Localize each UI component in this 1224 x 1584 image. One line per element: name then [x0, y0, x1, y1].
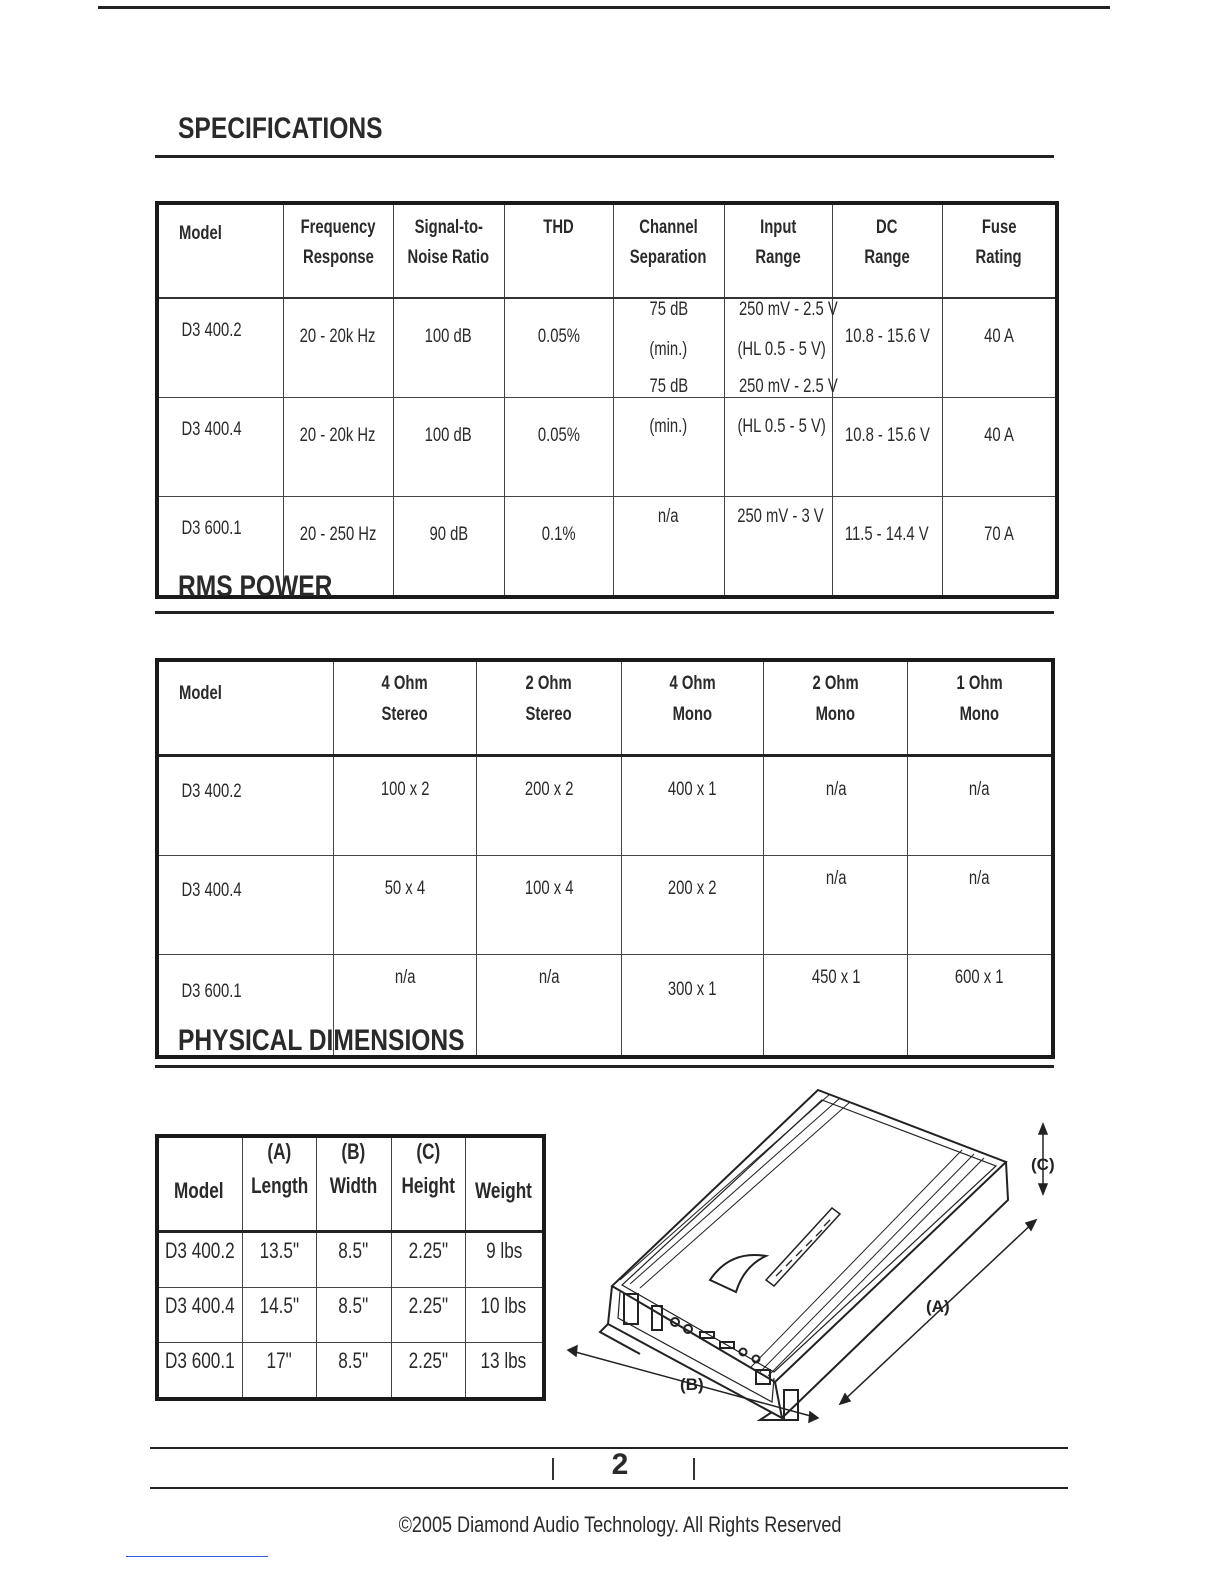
- table-cell: 17": [242, 1343, 316, 1400]
- model-cell: D3 400.4: [157, 856, 333, 955]
- table-cell: n/a: [333, 955, 476, 1058]
- table-row: [157, 856, 1053, 955]
- column-header: Channel Separation: [613, 203, 724, 298]
- physical-dimensions-table: [155, 1134, 546, 1401]
- table-cell: 0.05%: [504, 298, 613, 398]
- table-cell: 40 A: [942, 398, 1057, 497]
- column-header: (C) Height: [391, 1136, 465, 1232]
- model-cell: D3 600.1: [157, 955, 333, 1058]
- physical-dimensions-heading: PHYSICAL DIMENSIONS: [178, 1024, 465, 1057]
- table-cell: 10 lbs: [465, 1288, 544, 1343]
- table-cell: 400 x 1: [622, 756, 764, 856]
- table-cell: 0.1%: [504, 497, 613, 598]
- table-header-row: [157, 660, 1053, 756]
- table-header-row: [157, 1136, 544, 1232]
- table-row: [157, 756, 1053, 856]
- column-header: DC Range: [832, 203, 942, 298]
- table-cell: 90 dB: [393, 497, 504, 598]
- table-cell: n/a: [908, 856, 1053, 955]
- table-cell: 75 dB (min.): [613, 298, 724, 398]
- table-cell: 100 dB: [393, 298, 504, 398]
- table-cell: 75 dB (min.): [613, 398, 724, 497]
- table-cell: 13 lbs: [465, 1343, 544, 1400]
- table-cell: 40 A: [942, 298, 1057, 398]
- model-cell: D3 400.2: [157, 1232, 242, 1288]
- table-cell: 250 mV - 2.5 V (HL 0.5 - 5 V): [724, 298, 832, 398]
- column-header: 1 Ohm Mono: [908, 660, 1053, 756]
- table-row: [157, 1232, 544, 1288]
- table-cell: 100 x 2: [333, 756, 476, 856]
- column-header: Frequency Response: [283, 203, 393, 298]
- link-underline[interactable]: [126, 1556, 268, 1557]
- table-header-row: [157, 203, 1057, 298]
- page-number-divider: [693, 1458, 695, 1480]
- column-header: Model: [157, 660, 333, 756]
- column-header: (B) Width: [316, 1136, 391, 1232]
- column-header: Model: [157, 1136, 242, 1232]
- column-header: 2 Ohm Stereo: [476, 660, 621, 756]
- specifications-rule: [155, 155, 1054, 158]
- table-row: [157, 1343, 544, 1400]
- column-header: Input Range: [724, 203, 832, 298]
- table-cell: 50 x 4: [333, 856, 476, 955]
- table-cell: 11.5 - 14.4 V: [832, 497, 942, 598]
- table-cell: 250 mV - 3 V: [724, 497, 832, 598]
- amplifier-top-face: [612, 1090, 1006, 1382]
- rms-power-rule: [155, 611, 1054, 614]
- column-header: THD: [504, 203, 613, 298]
- dimension-b-label: (B): [680, 1375, 704, 1394]
- table-cell: n/a: [613, 497, 724, 598]
- table-cell: 100 dB: [393, 398, 504, 497]
- table-cell: 70 A: [942, 497, 1057, 598]
- table-cell: n/a: [764, 856, 908, 955]
- footer-rule-bottom: [150, 1487, 1068, 1489]
- specifications-table: [155, 201, 1059, 599]
- rms-power-heading: RMS POWER: [178, 570, 333, 603]
- copyright-notice: ©2005 Diamond Audio Technology. All Rights Reserved: [398, 1512, 842, 1537]
- table-cell: 2.25": [391, 1343, 465, 1400]
- table-cell: 200 x 2: [476, 756, 621, 856]
- table-cell: 0.05%: [504, 398, 613, 497]
- column-header: Weight: [465, 1136, 544, 1232]
- table-cell: 2.25": [391, 1232, 465, 1288]
- table-cell: 200 x 2: [622, 856, 764, 955]
- amplifier-drawing: [560, 1080, 1080, 1430]
- column-header: 2 Ohm Mono: [764, 660, 908, 756]
- specifications-heading: SPECIFICATIONS: [178, 112, 383, 145]
- table-cell: 14.5": [242, 1288, 316, 1343]
- table-cell: 10.8 - 15.6 V: [832, 298, 942, 398]
- table-cell: 2.25": [391, 1288, 465, 1343]
- model-cell: D3 400.4: [157, 398, 283, 497]
- page-number-divider: [552, 1458, 554, 1480]
- table-cell: 8.5": [316, 1232, 391, 1288]
- physical-dimensions-rule: [155, 1065, 1054, 1068]
- table-row: [157, 398, 1057, 497]
- table-cell: 20 - 20k Hz: [283, 298, 393, 398]
- table-cell: 300 x 1: [622, 955, 764, 1058]
- model-cell: D3 400.4: [157, 1288, 242, 1343]
- column-header: Signal-to- Noise Ratio: [393, 203, 504, 298]
- table-cell: n/a: [476, 955, 621, 1058]
- model-cell: D3 400.2: [157, 756, 333, 856]
- column-header: 4 Ohm Mono: [622, 660, 764, 756]
- column-header: (A) Length: [242, 1136, 316, 1232]
- table-cell: n/a: [908, 756, 1053, 856]
- table-cell: 20 - 20k Hz: [283, 398, 393, 497]
- table-cell: 8.5": [316, 1288, 391, 1343]
- table-cell: n/a: [764, 756, 908, 856]
- table-cell: 450 x 1: [764, 955, 908, 1058]
- table-row: [157, 1288, 544, 1343]
- table-cell: 8.5": [316, 1343, 391, 1400]
- model-cell: D3 600.1: [157, 1343, 242, 1400]
- table-cell: 250 mV - 2.5 V (HL 0.5 - 5 V): [724, 398, 832, 497]
- model-cell: D3 600.1: [157, 497, 283, 598]
- page-number: 2: [611, 1448, 629, 1481]
- rms-power-table: [155, 658, 1055, 1059]
- table-row: [157, 298, 1057, 398]
- top-rule: [98, 6, 1110, 9]
- column-header: 4 Ohm Stereo: [333, 660, 476, 756]
- dimension-c-label: (C): [1031, 1155, 1055, 1174]
- table-cell: 10.8 - 15.6 V: [832, 398, 942, 497]
- table-cell: 100 x 4: [476, 856, 621, 955]
- table-cell: 600 x 1: [908, 955, 1053, 1058]
- model-cell: D3 400.2: [157, 298, 283, 398]
- table-cell: 13.5": [242, 1232, 316, 1288]
- column-header: Fuse Rating: [942, 203, 1057, 298]
- column-header: Model: [157, 203, 283, 298]
- table-cell: 9 lbs: [465, 1232, 544, 1288]
- dimension-a-label: (A): [926, 1297, 950, 1316]
- table-cell: 20 - 250 Hz: [283, 497, 393, 598]
